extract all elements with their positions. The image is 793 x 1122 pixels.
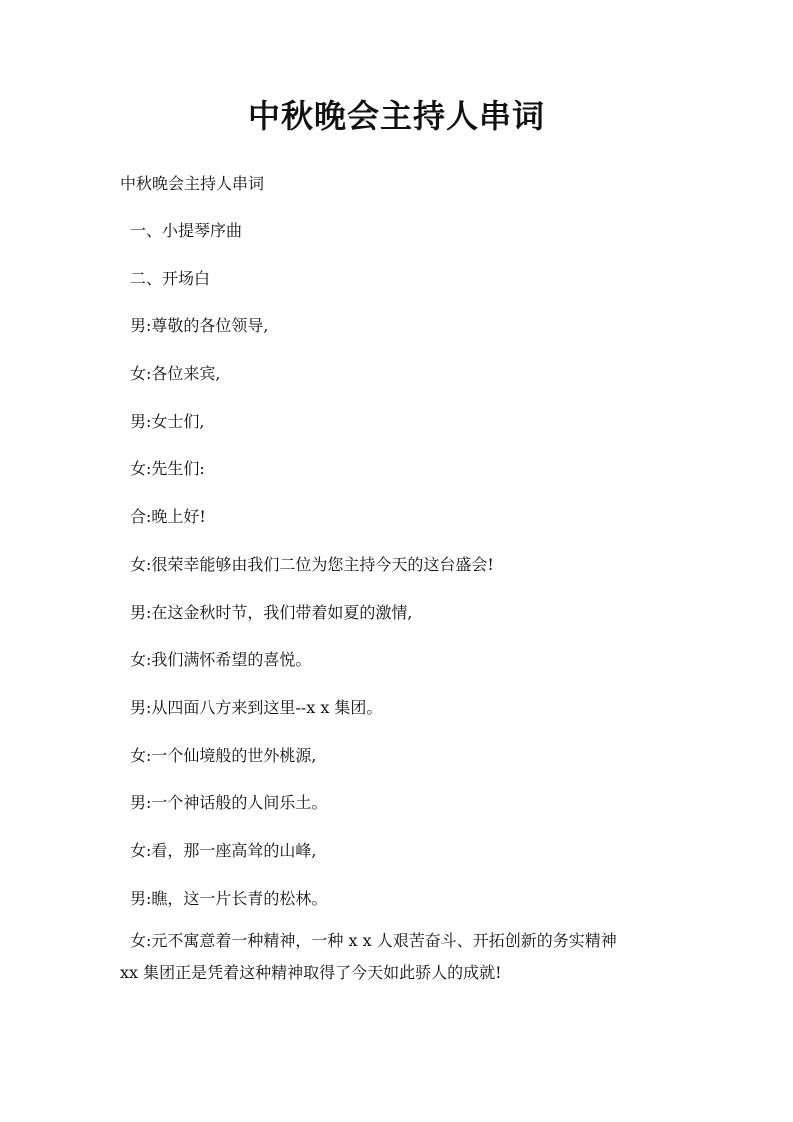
script-line: 女:很荣幸能够由我们二位为您主持今天的这台盛会! (130, 554, 494, 574)
script-line: 女:各位来宾, (130, 364, 221, 384)
script-line: 男:在这金秋时节，我们带着如夏的激情, (130, 602, 413, 622)
document-title: 中秋晚会主持人串词 (247, 97, 545, 135)
final-paragraph-line-1: 女:元不寓意着一种精神，一种 x x 人艰苦奋斗、开拓创新的务实精神 (130, 931, 617, 950)
script-line: 男:瞧，这一片长青的松林。 (130, 888, 328, 908)
final-paragraph (120, 925, 685, 989)
script-line: 二、开场白 (130, 268, 211, 288)
script-line: 一、小提琴序曲 (130, 221, 243, 240)
script-line: 男:女士们, (130, 411, 205, 431)
script-line: 男:尊敬的各位领导, (130, 316, 269, 336)
final-paragraph-line-2: xx 集团正是凭着这种精神取得了今天如此骄人的成就! (120, 963, 502, 982)
script-line: 男:从四面八方来到这里--x x 集团。 (130, 697, 383, 717)
script-line: 女:先生们: (130, 459, 205, 479)
script-line: 女:我们满怀希望的喜悦。 (130, 650, 312, 670)
script-line: 女:一个仙境般的世外桃源, (130, 745, 317, 765)
script-lines (120, 219, 680, 934)
script-line: 合:晚上好! (130, 507, 206, 527)
script-line: 女:看，那一座高耸的山峰, (130, 840, 317, 860)
script-line: 男:一个神话般的人间乐土。 (130, 793, 328, 813)
document-subtitle: 中秋晚会主持人串词 (120, 174, 265, 193)
